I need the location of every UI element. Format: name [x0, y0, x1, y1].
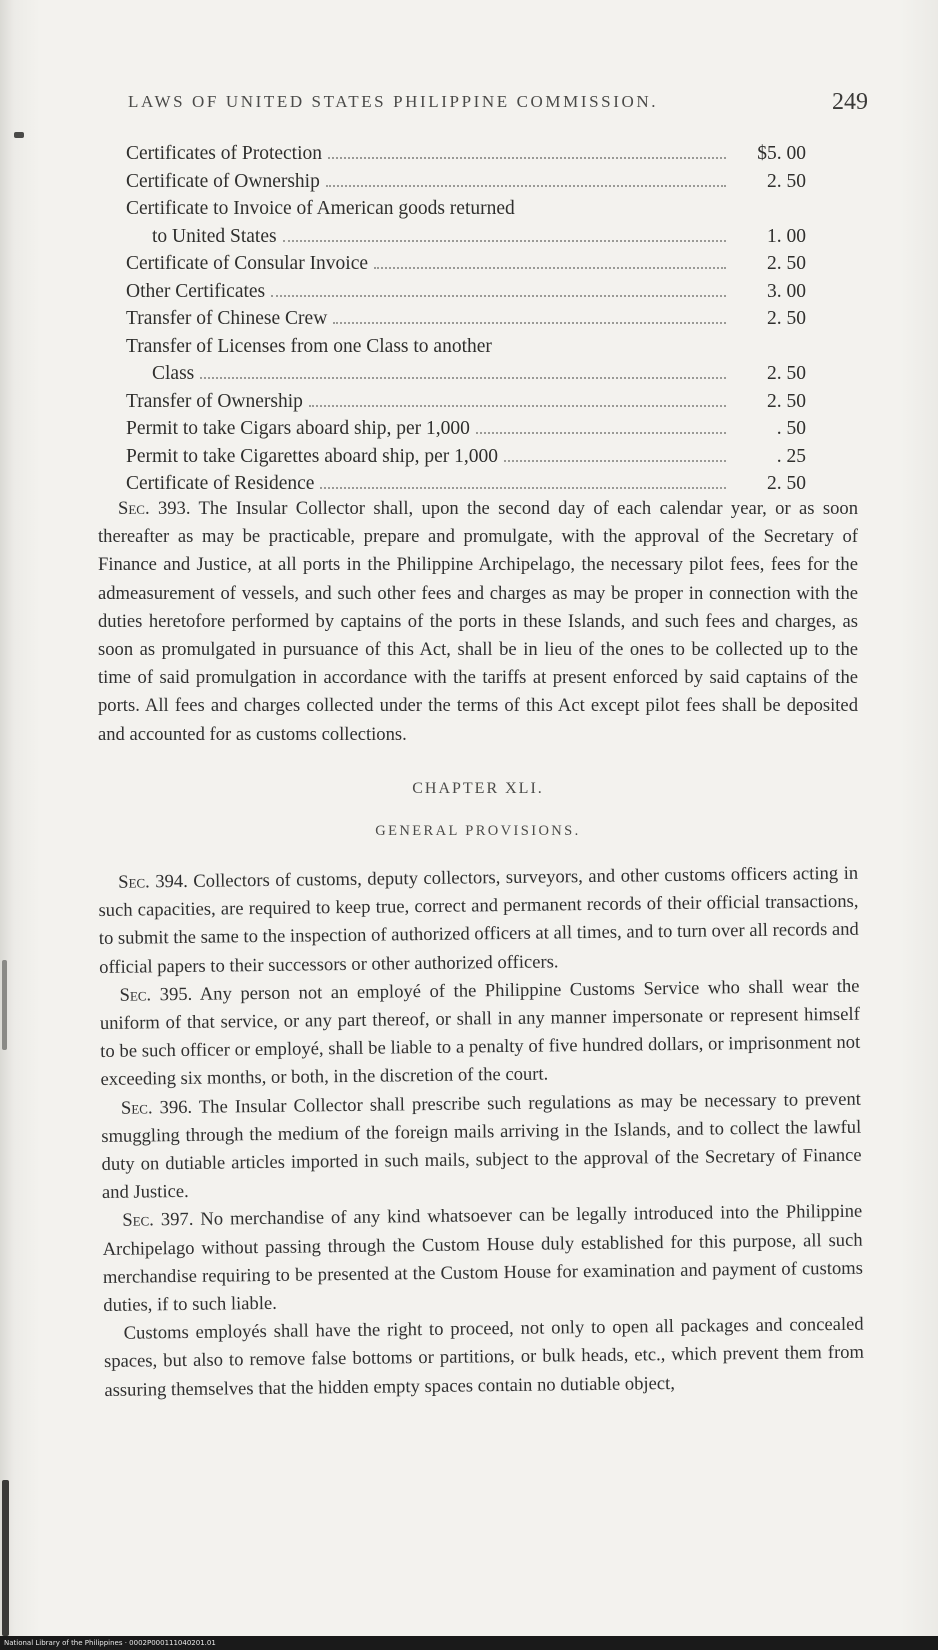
dot-leader	[320, 487, 726, 489]
fee-label: Certificate of Consular Invoice	[126, 253, 369, 274]
fee-amount: . 25	[776, 445, 806, 467]
fee-row	[126, 140, 806, 168]
fee-row	[126, 470, 806, 498]
binding-mark-top	[14, 132, 24, 138]
section-label: Sec. 394.	[118, 871, 188, 893]
section-394	[98, 860, 859, 982]
section-397-continued	[104, 1311, 865, 1405]
fee-label: Permit to take Cigars aboard ship, per 1,000	[126, 418, 470, 439]
dot-leader	[504, 460, 726, 462]
fee-amount: 2. 50	[767, 253, 806, 274]
fee-label: Certificates of Protection	[126, 143, 323, 164]
fee-label: Transfer of Chinese Crew	[126, 308, 328, 329]
binding-mark-middle	[2, 960, 7, 1050]
fee-amount: 2. 50	[767, 308, 806, 329]
page-header	[128, 82, 868, 122]
chapter-subtitle: GENERAL PROVISIONS.	[375, 823, 581, 840]
dot-leader	[328, 157, 726, 159]
fee-label: Class	[152, 363, 195, 384]
running-head: LAWS OF UNITED STATES PHILIPPINE COMMISSION.	[128, 92, 659, 111]
dot-leader	[283, 240, 726, 242]
fee-row	[126, 168, 806, 196]
fee-row	[126, 443, 806, 471]
page-number: 249	[832, 88, 868, 115]
fee-amount: 2. 50	[767, 363, 806, 384]
fee-label-first-line: Certificate to Invoice of American goods returned	[126, 198, 515, 219]
fee-label: Permit to take Cigarettes aboard ship, per 1,000	[126, 445, 499, 467]
fee-label: Other Certificates	[126, 280, 266, 302]
fee-row	[126, 223, 806, 251]
fee-label: Transfer of Ownership	[126, 390, 303, 412]
scan-footer: National Library of the Philippines · 0002P000111040201.01	[0, 1636, 938, 1650]
fee-row	[126, 278, 806, 306]
fee-amount: 2. 50	[767, 473, 806, 494]
section-text: The Insular Collector shall, upon the second day of each calendar year, or as soon thereafter as may be practicable, prepare and promulgate, with the approval of the Secretary of Finance and Justice, at all ports in the Philippine Archipelago, the necessary pilot fees, fees for the admeasurement of vessels, and such other fees and charges as may be proper in connection with the duties heretofore performed by captains of the ports in these Islands, and such fees and charges, as soon as promulgated in pursuance of this Act, shall be in lieu of the ones to be collected up to the time of said promulgation in accordance with the tariffs at present enforced by said captains of the ports. All fees and charges collected under the terms of this Act except pilot fees shall be deposited and accounted for as customs collections.	[98, 498, 859, 745]
fee-label: Certificate of Residence	[126, 473, 315, 494]
section-393	[98, 495, 858, 749]
fee-amount: $5. 00	[757, 143, 806, 164]
fee-row	[126, 415, 806, 443]
fee-amount: 2. 50	[767, 390, 806, 412]
dot-leader	[309, 405, 726, 407]
section-text: Collectors of customs, deputy collectors, surveyors, and other customs officers acting in such capacities, are required to keep true, correct and permanent records of their official transactions, to submit the same to the inspection of authorized officers at all times, and to turn over all records and official papers to their successors or other authorized officers.	[98, 862, 859, 978]
dot-leader	[333, 322, 726, 324]
section-label: Sec. 397.	[122, 1209, 194, 1232]
fee-amount: 3. 00	[767, 280, 806, 302]
fee-amount: 1. 00	[767, 225, 806, 247]
dot-leader	[476, 432, 726, 434]
fee-label-first-line: Transfer of Licenses from one Class to another	[126, 335, 492, 357]
section-label: Sec. 393.	[118, 498, 191, 519]
section-text: The Insular Collector shall prescribe such regulations as may be necessary to prevent smuggling through the medium of the foreign mails arriving in the Islands, and to collect the lawful duty on dutiable articles imported in such mails, subject to the approval of the Secretary of Finance and Justice.	[101, 1088, 862, 1204]
binding-mark-bottom	[2, 1480, 9, 1636]
fee-amount: 2. 50	[767, 170, 806, 192]
section-396	[101, 1086, 862, 1208]
fee-row	[126, 360, 806, 388]
section-label: Sec. 396.	[120, 1096, 193, 1119]
section-397	[102, 1198, 863, 1320]
page-body	[98, 495, 865, 1405]
fee-label: to United States	[152, 225, 277, 247]
chapter-title: CHAPTER XLI.	[412, 779, 544, 797]
fee-schedule	[126, 140, 806, 498]
dot-leader	[326, 185, 726, 187]
dot-leader	[271, 295, 726, 297]
section-text: Customs employés shall have the right to proceed, not only to open all packages and concealed spaces, but also to remove false bottoms or partitions, or bulk heads, etc., which prevent them from assuring themselves that the hidden empty spaces contain no dutiable object,	[103, 1314, 865, 1401]
section-text: No merchandise of any kind whatsoever can be legally introduced into the Philippine Archipelago without passing through the Custom House duly established for this purpose, all such merchandise requiring to be presented at the Custom House for examination and payment of customs duties, if to such liable.	[102, 1201, 864, 1317]
section-text: Any person not an employé of the Philippine Customs Service who shall wear the uniform of that service, or any part thereof, or shall in any manner impersonate or represent himself to be such officer or employé, shall be liable to a penalty of five hundred dollars, or imprisonment not exceeding six months, or both, in the discretion of the court.	[99, 975, 861, 1091]
fee-row	[126, 305, 806, 333]
section-395	[99, 973, 860, 1095]
skewed-lower-block	[98, 860, 864, 1405]
dot-leader	[374, 267, 726, 269]
dot-leader	[200, 377, 726, 379]
fee-amount: . 50	[776, 418, 806, 439]
fee-row	[126, 388, 806, 416]
fee-label: Certificate of Ownership	[126, 170, 320, 192]
fee-row	[126, 250, 806, 278]
section-label: Sec. 395.	[119, 983, 193, 1006]
